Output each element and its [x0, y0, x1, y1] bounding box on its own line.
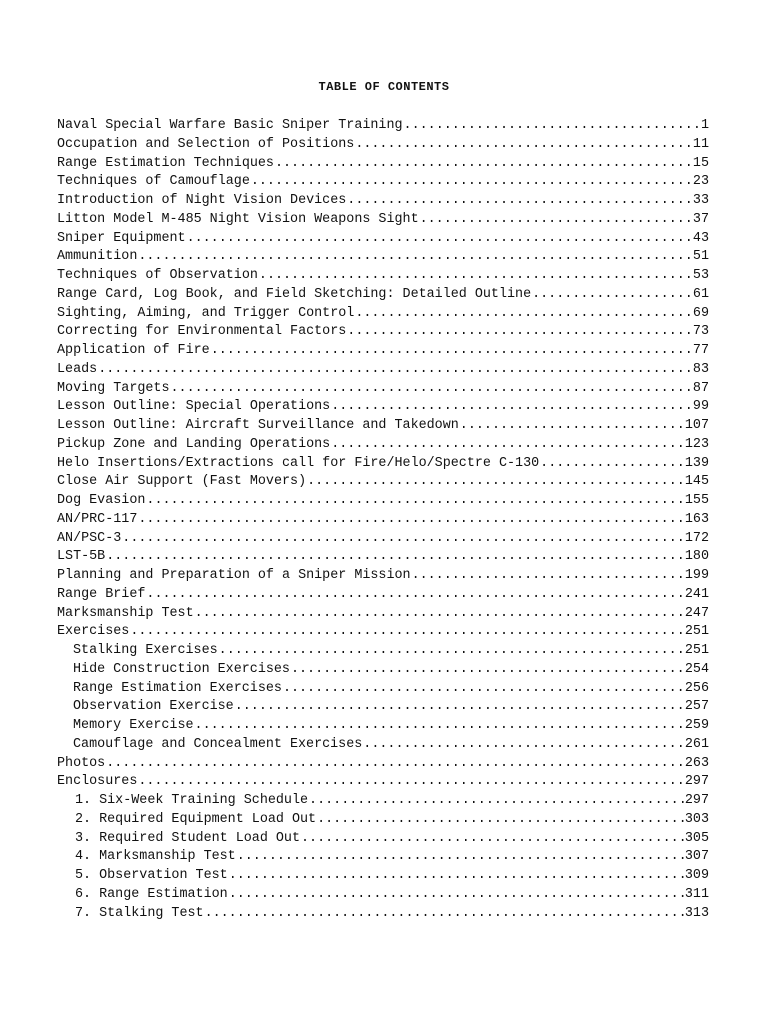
dot-leader	[205, 905, 684, 924]
toc-entry-label: 5. Observation Test	[75, 868, 228, 883]
toc-entry-page-number: 87	[692, 380, 709, 396]
toc-entry-page-number: 107	[684, 418, 709, 433]
toc-entry-label: Range Card, Log Book, and Field Sketching: Detailed Outline	[57, 286, 532, 302]
toc-entry	[57, 417, 709, 436]
toc-entry	[57, 436, 709, 455]
dot-leader	[259, 267, 692, 286]
toc-entry-label: Leads	[57, 361, 98, 377]
toc-entry-label: 1. Six-Week Training Schedule	[75, 793, 309, 808]
toc-entry-label: Occupation and Selection of Positions	[57, 136, 355, 152]
toc-entry-label: Range Brief	[57, 586, 146, 602]
dot-leader	[251, 173, 692, 192]
dot-leader	[235, 698, 684, 717]
toc-entry-label: AN/PRC-117	[57, 511, 138, 527]
toc-entry-label: Stalking Exercises	[73, 643, 218, 658]
toc-entry	[57, 361, 709, 380]
dot-leader	[404, 117, 700, 136]
toc-entry-label: 4. Marksmanship Test	[75, 849, 236, 865]
toc-entry-page-number: 305	[684, 830, 709, 846]
toc-entry	[57, 811, 709, 830]
toc-entry	[57, 792, 709, 811]
toc-entry-page-number: 33	[692, 193, 709, 208]
toc-entry-label: Range Estimation Exercises	[73, 680, 282, 696]
toc-entry-label: Helo Insertions/Extractions call for Fire/Helo/Spectre C-130	[57, 455, 540, 471]
toc-entry	[57, 623, 709, 642]
toc-entry-label: Close Air Support (Fast Movers)	[57, 474, 307, 490]
dot-leader	[138, 248, 692, 267]
toc-entry-page-number: 51	[692, 249, 709, 265]
toc-entry-page-number: 297	[684, 774, 709, 790]
dot-leader	[146, 586, 683, 605]
toc-title: TABLE OF CONTENTS	[318, 80, 450, 94]
toc-entry-page-number: 251	[684, 624, 709, 640]
toc-entry-label: Camouflage and Concealment Exercises	[73, 736, 363, 752]
toc-entry-label: Exercises	[57, 624, 130, 640]
dot-leader	[106, 548, 684, 567]
dot-leader	[420, 211, 692, 230]
toc-entry	[57, 848, 709, 867]
toc-entry-page-number: 241	[684, 586, 709, 602]
toc-entry	[57, 511, 709, 530]
toc-entry-page-number: 172	[684, 530, 709, 546]
toc-entry-page-number: 23	[692, 174, 709, 190]
toc-entry-label: Litton Model M-485 Night Vision Weapons Sight	[57, 211, 419, 227]
dot-leader	[317, 811, 684, 830]
toc-entry	[57, 455, 709, 474]
toc-entry	[57, 398, 709, 417]
toc-entry-page-number: 15	[692, 155, 709, 171]
toc-entry-label: Introduction of Night Vision Devices	[57, 193, 347, 208]
toc-entry-label: Moving Targets	[57, 380, 170, 396]
toc-entry-label: Sniper Equipment	[57, 230, 186, 246]
toc-entry	[57, 642, 709, 661]
dot-leader	[195, 717, 684, 736]
dot-leader	[283, 680, 684, 699]
dot-leader	[363, 736, 684, 755]
toc-entry-label: Correcting for Environmental Factors	[57, 324, 347, 340]
toc-entry-label: LST-5B	[57, 549, 106, 565]
dot-leader	[106, 755, 684, 774]
dot-leader	[229, 867, 684, 886]
toc-entry-page-number: 259	[684, 718, 709, 733]
toc-entry	[57, 567, 709, 586]
toc-entry	[57, 248, 709, 267]
toc-entry-label: Photos	[57, 755, 106, 771]
toc-entry-page-number: 261	[684, 736, 709, 752]
toc-entry	[57, 305, 709, 324]
dot-leader	[307, 473, 684, 492]
toc-entry-label: Memory Exercise	[73, 718, 194, 733]
toc-entry-page-number: 257	[684, 699, 709, 715]
toc-entry	[57, 548, 709, 567]
toc-entry-label: Lesson Outline: Aircraft Surveillance and Takedown	[57, 418, 459, 433]
toc-entry-label: Hide Construction Exercises	[73, 661, 290, 677]
dot-leader	[138, 511, 684, 530]
toc-entry	[57, 736, 709, 755]
dot-leader	[130, 623, 684, 642]
toc-entry	[57, 267, 709, 286]
toc-entry	[57, 230, 709, 249]
toc-entry-label: Lesson Outline: Special Operations	[57, 399, 331, 415]
toc-entry	[57, 473, 709, 492]
toc-entry	[57, 155, 709, 174]
toc-entry-page-number: 180	[684, 549, 709, 565]
toc-entry	[57, 773, 709, 792]
dot-leader	[532, 286, 692, 305]
toc-entry	[57, 755, 709, 774]
toc-entry-page-number: 199	[684, 568, 709, 583]
toc-entry-page-number: 69	[692, 305, 709, 321]
dot-leader	[171, 380, 692, 399]
toc-entry-page-number: 99	[692, 399, 709, 415]
dot-leader	[331, 398, 692, 417]
toc-entry-page-number: 61	[692, 286, 709, 302]
toc-entry-page-number: 1	[700, 118, 709, 133]
dot-leader	[229, 886, 684, 905]
dot-leader	[122, 530, 684, 549]
dot-leader	[187, 230, 692, 249]
toc-entry	[57, 680, 709, 699]
toc-entry	[57, 867, 709, 886]
toc-entry-label: Planning and Preparation of a Sniper Mission	[57, 568, 411, 583]
dot-leader	[275, 155, 692, 174]
toc-entry	[57, 886, 709, 905]
toc-entry	[57, 830, 709, 849]
toc-entry-page-number: 53	[692, 268, 709, 283]
toc-entry-page-number: 37	[692, 211, 709, 227]
toc-entry	[57, 323, 709, 342]
dot-leader	[460, 417, 684, 436]
toc-entry-page-number: 11	[692, 136, 709, 152]
toc-entry	[57, 905, 709, 924]
toc-entry-page-number: 247	[684, 605, 709, 621]
toc-entry-label: 7. Stalking Test	[75, 905, 204, 921]
toc-entry-page-number: 309	[684, 868, 709, 883]
toc-entry-label: 2. Required Equipment Load Out	[75, 811, 317, 827]
dot-leader	[355, 136, 692, 155]
dot-leader	[237, 848, 684, 867]
toc-entry-label: 6. Range Estimation	[75, 886, 228, 902]
toc-entry-page-number: 139	[684, 455, 709, 471]
dot-leader	[291, 661, 684, 680]
toc-entry-page-number: 251	[684, 643, 709, 658]
toc-entry-page-number: 163	[684, 511, 709, 527]
toc-entry-label: Techniques of Observation	[57, 268, 258, 283]
toc-entry-page-number: 145	[684, 474, 709, 490]
toc-entry-page-number: 43	[692, 230, 709, 246]
toc-entry-page-number: 256	[684, 680, 709, 696]
dot-leader	[146, 492, 683, 511]
dot-leader	[540, 455, 684, 474]
dot-leader	[412, 567, 684, 586]
toc-entry-label: Ammunition	[57, 249, 138, 265]
toc-entry	[57, 117, 709, 136]
toc-entry-page-number: 263	[684, 755, 709, 771]
toc-entry	[57, 136, 709, 155]
toc-entry	[57, 286, 709, 305]
toc-entry-page-number: 73	[692, 324, 709, 340]
toc-entry-label: Range Estimation Techniques	[57, 155, 274, 171]
toc-entry	[57, 173, 709, 192]
dot-leader	[347, 323, 692, 342]
toc-entry-page-number: 307	[684, 849, 709, 865]
toc-entry-page-number: 311	[684, 886, 709, 902]
toc-entry-page-number: 83	[692, 361, 709, 377]
toc-entry-label: AN/PSC-3	[57, 530, 122, 546]
toc-entry	[57, 192, 709, 211]
toc-entry	[57, 380, 709, 399]
toc-entry-page-number: 155	[684, 493, 709, 508]
dot-leader	[331, 436, 684, 455]
dot-leader	[309, 792, 684, 811]
dot-leader	[301, 830, 684, 849]
toc-entry	[57, 586, 709, 605]
toc-entry-page-number: 254	[684, 661, 709, 677]
toc-entry-page-number: 123	[684, 436, 709, 452]
toc-entry	[57, 698, 709, 717]
toc-entry-page-number: 313	[684, 905, 709, 921]
toc-entry-page-number: 77	[692, 343, 709, 358]
toc-entry-label: Marksmanship Test	[57, 605, 194, 621]
toc-entry-label: Pickup Zone and Landing Operations	[57, 436, 331, 452]
toc-entry	[57, 492, 709, 511]
toc-entry-label: Enclosures	[57, 774, 138, 790]
dot-leader	[219, 642, 684, 661]
toc-entry	[57, 661, 709, 680]
toc-entry-label: Sighting, Aiming, and Trigger Control	[57, 305, 355, 321]
dot-leader	[98, 361, 692, 380]
toc-entry	[57, 717, 709, 736]
dot-leader	[347, 192, 692, 211]
toc-entry	[57, 530, 709, 549]
toc-entry	[57, 342, 709, 361]
dot-leader	[138, 773, 684, 792]
toc-entry-label: Techniques of Camouflage	[57, 174, 250, 190]
toc-list	[57, 117, 709, 923]
toc-entry-label: 3. Required Student Load Out	[75, 830, 300, 846]
dot-leader	[355, 305, 692, 324]
toc-entry-label: Dog Evasion	[57, 493, 146, 508]
toc-entry-page-number: 303	[684, 811, 709, 827]
toc-entry-page-number: 297	[684, 793, 709, 808]
toc-entry-label: Observation Exercise	[73, 699, 234, 715]
toc-entry-label: Naval Special Warfare Basic Sniper Training	[57, 118, 403, 133]
toc-entry-label: Application of Fire	[57, 343, 210, 358]
dot-leader	[195, 605, 684, 624]
toc-entry	[57, 211, 709, 230]
toc-entry	[57, 605, 709, 624]
dot-leader	[211, 342, 692, 361]
